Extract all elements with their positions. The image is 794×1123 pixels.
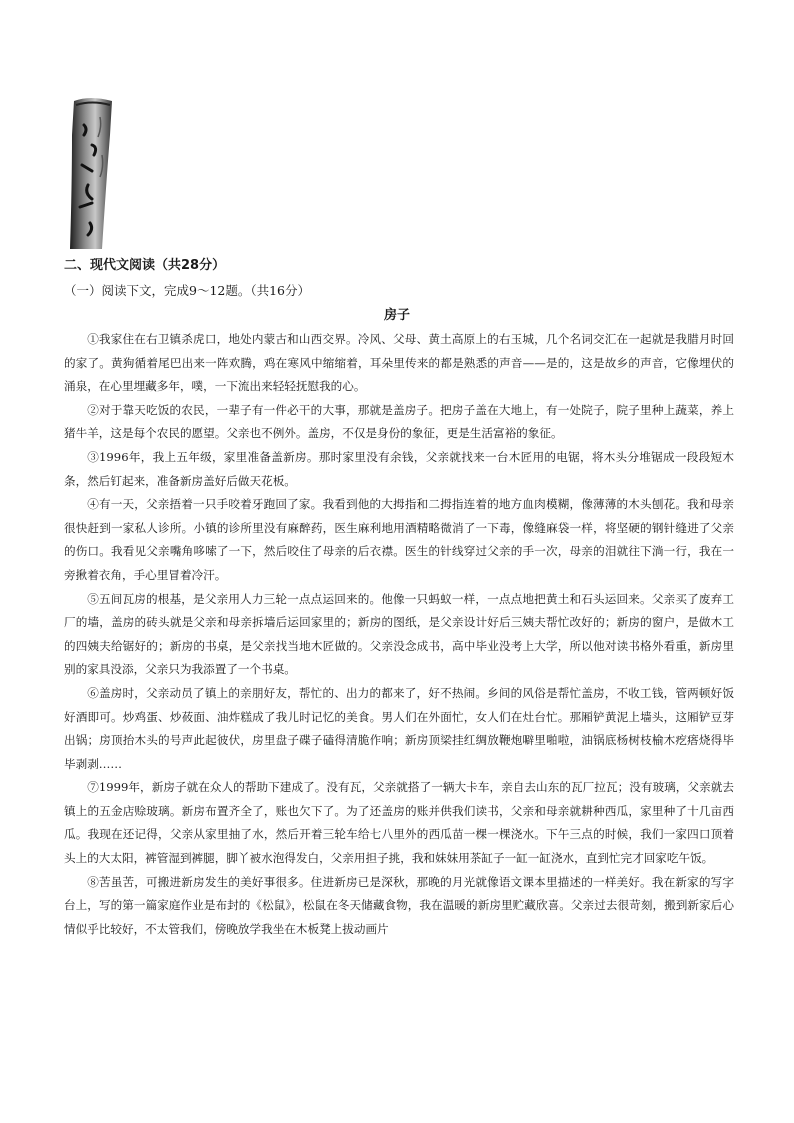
article-title: 房子 xyxy=(383,308,410,323)
reading-instructions: （一）阅读下文，完成9～12题。（共16分） xyxy=(64,283,311,298)
section-title: 二、现代文阅读（共28分） xyxy=(64,258,226,273)
scroll-calligraphy-image xyxy=(66,95,114,249)
paragraph-8: ⑧苦虽苦，可搬进新房发生的美好事很多。住进新房已是深秋，那晚的月光就像语文课本里描述的一样美好。我在新家的写字台上，写的第一篇家庭作业是布封的《松鼠》，松鼠在冬天储藏食物，我在温暖的新房里贮藏欣喜。父亲过去很苛刻，搬到新家后心情似乎比较好，不太管我们，傍晚放学我坐在木板凳上拔动画片 xyxy=(64,874,734,936)
paragraph-7: ⑦1999年，新房子就在众人的帮助下建成了。没有瓦，父亲就搭了一辆大卡车，亲自去山东的瓦厂拉瓦；没有玻璃，父亲就去镇上的五金店赊玻璃。新房布置齐全了，账也欠下了。为了还盖房的账并供我们读书，父亲和母亲就耕种西瓜，家里种了十几亩西瓜。我现在还记得，父亲从家里抽了水，然后开着三轮车给七八里外的西瓜苗一棵一棵浇水。下午三点的时候，我们一家四口顶着头上的大太阳，裤管湿到裤腿，脚丫被水泡得发白，父亲用担子挑，我和妹妹用茶缸子一缸一缸浇水，直到忙完才回家吃午饭。 xyxy=(64,780,734,866)
paragraph-4: ④有一天，父亲捂着一只手咬着牙跑回了家。我看到他的大拇指和二拇指连着的地方血肉模糊，像薄薄的木头刨花。我和母亲很快赶到一家私人诊所。小镇的诊所里没有麻醉药，医生麻利地用酒精略微消了一下毒，像缝麻袋一样，将坚硬的钢针缝进了父亲的伤口。我看见父亲嘴角哆嗦了一下，然后咬住了母亲的后衣襟。医生的针线穿过父亲的手一次，母亲的泪就往下淌一行，我在一旁揪着衣角，手心里冒着冷汗。 xyxy=(64,497,734,582)
paragraph-1: ①我家住在右卫镇杀虎口，地处内蒙古和山西交界。冷风、父母、黄土高原上的右玉城，几个名词交汇在一起就是我腊月时回的家了。黄狗循着尾巴出来一阵欢腾，鸡在寒风中缩缩着，耳朵里传来的都是熟悉的声音——是的，这是故乡的声音，它像埋伏的涌泉，在心里埋藏多年，噗，一下流出来轻轻抚慰我的心。 xyxy=(64,332,734,394)
paragraph-6: ⑥盖房时，父亲动员了镇上的亲朋好友，帮忙的、出力的都来了，好不热闹。乡间的风俗是帮忙盖房，不收工钱，管两顿好饭好酒即可。炒鸡蛋、炒莜面、油炸糕成了我儿时记忆的美食。男人们在外面忙，女人们在灶台忙。那厢铲黄泥上墙头，这厢铲豆芽出锅；房顶抬木头的号声此起彼伏，房里盘子碟子磕得清脆作响；新房顶梁挂红绸放鞭炮噼里啪啦，油锅底杨树枝榆木疙瘩烧得毕毕剥剥…… xyxy=(64,685,734,771)
paragraph-5: ⑤五间瓦房的根基，是父亲用人力三轮一点点运回来的。他像一只蚂蚁一样，一点点地把黄土和石头运回来。父亲买了废弃工厂的墙，盖房的砖头就是父亲和母亲拆墙后运回家里的；新房的图纸，是父亲设计好后三姨夫帮忙改好的；新房的窗户，是做木工的四姨夫给锯好的；新房的书桌，是父亲找当地木匠做的。父亲没念成书，高中毕业没考上大学，所以他对读书格外看重，新房里别的家具没添，父亲只为我添置了一个书桌。 xyxy=(64,591,734,677)
paragraph-2: ②对于靠天吃饭的农民，一辈子有一件必干的大事，那就是盖房子。把房子盖在大地上，有一处院子，院子里种上蔬菜，养上猪牛羊，这是每个农民的愿望。父亲也不例外。盖房，不仅是身份的象征，更是生活富裕的象征。 xyxy=(64,402,734,441)
paragraph-3: ③1996年，我上五年级，家里准备盖新房。那时家里没有余钱，父亲就找来一台木匠用的电锯，将木头分堆锯成一段段短木条，然后钉起来，准备新房盖好后做天花板。 xyxy=(64,449,734,488)
article-body xyxy=(64,328,734,941)
